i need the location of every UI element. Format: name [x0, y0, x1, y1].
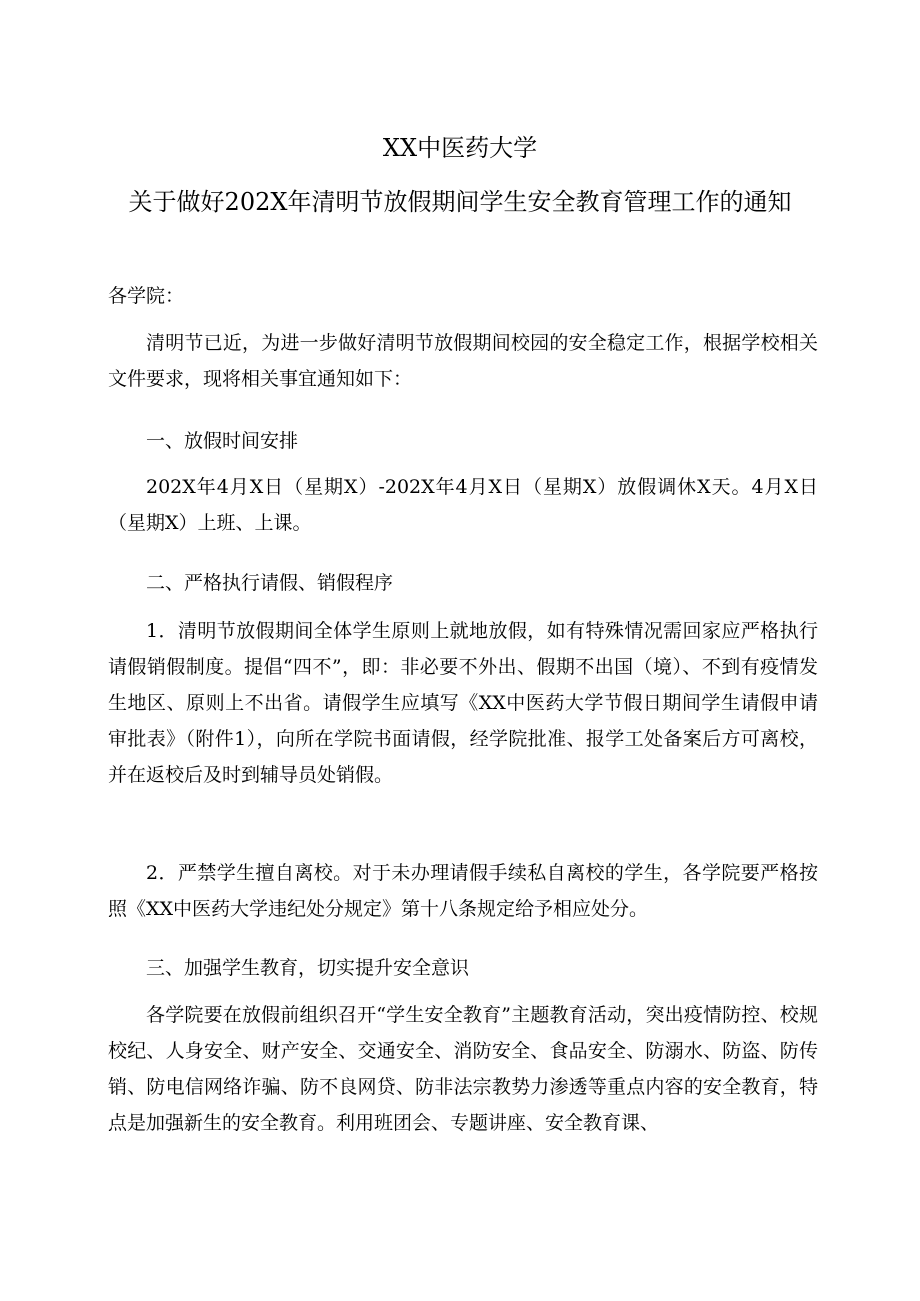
intro-paragraph: 清明节已近，为进一步做好清明节放假期间校园的安全稳定工作，根据学校相关文件要求，现将相关事宜通知如下：: [108, 332, 818, 390]
safety-education-paragraph: 各学院要在放假前组织召开“学生安全教育”主题教育活动，突出疫情防控、校规校纪、人身安全、财产安全、交通安全、消防安全、食品安全、防溺水、防盗、防传销、防电信网络诈骗、防不良网贷、防非法宗教势力渗透等重点内容的安全教育，特点是加强新生的安全教育。利用班团会、专题讲座、安全教育课、: [108, 1004, 818, 1134]
document-title-university: XX中医药大学: [382, 134, 538, 162]
greeting: 各学院：: [108, 285, 185, 307]
leave-procedure-item-2: 2．严禁学生擅自离校。对于未办理请假手续私自离校的学生，各学院要严格按照《XX中医药大学违纪处分规定》第十八条规定给予相应处分。: [108, 862, 818, 920]
document-title-notice: 关于做好202X年清明节放假期间学生安全教育管理工作的通知: [128, 188, 792, 216]
section-heading-holiday-schedule: 一、放假时间安排: [146, 430, 299, 452]
leave-procedure-item-1: 1．清明节放假期间全体学生原则上就地放假，如有特殊情况需回家应严格执行请假销假制度。提倡“四不”，即：非必要不外出、假期不出国（境）、不到有疫情发生地区、原则上不出省。请假学生应填写《XX中医药大学节假日期间学生请假申请审批表》（附件1），向所在学院书面请假，经学院批准、报学工处备案后方可离校，并在返校后及时到辅导员处销假。: [108, 620, 818, 786]
holiday-schedule-paragraph: 202X年4月X日（星期X）-202X年4月X日（星期X）放假调休X天。4月X日（星期X）上班、上课。: [108, 476, 818, 534]
section-heading-leave-procedure: 二、严格执行请假、销假程序: [146, 572, 394, 594]
section-heading-safety-education: 三、加强学生教育，切实提升安全意识: [146, 957, 470, 979]
